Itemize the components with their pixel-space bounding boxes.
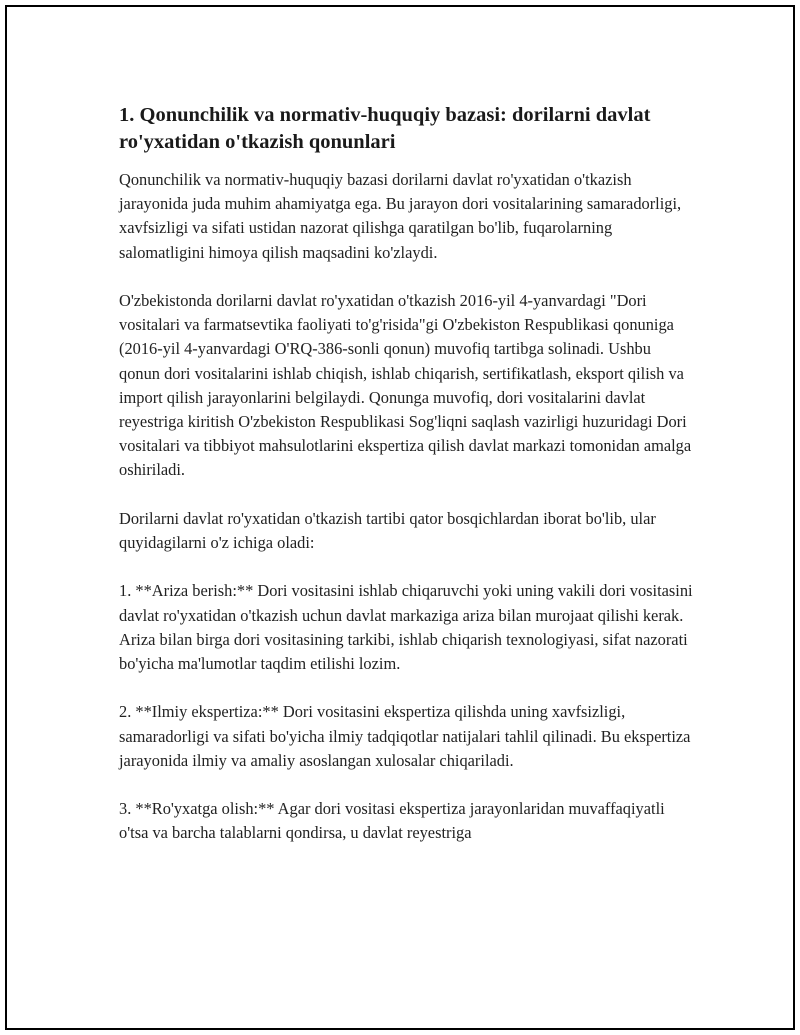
section-heading: 1. Qonunchilik va normativ-huquqiy bazasi: dorilarni davlat ro'yxatidan o'tkazish qonunlari bbox=[119, 104, 651, 153]
paragraph-intro: Qonunchilik va normativ-huquqiy bazasi dorilarni davlat ro'yxatidan o'tkazish jarayonida juda muhim ahamiyatga ega. Bu jarayon dori vositalarining samaradorligi, xavfsizligi va sifati ustidan nazorat qilishga qaratilgan bo'lib, fuqarolarning salomatligini himoya qilish maqsadini ko'zlaydi. bbox=[119, 170, 682, 262]
page-frame bbox=[5, 5, 795, 1030]
list-item-application: 1. **Ariza berish:** Dori vositasini ishlab chiqaruvchi yoki uning vakili dori vositasini davlat ro'yxatidan o'tkazish uchun davlat markaziga ariza bilan murojaat qilishi kerak. Ariza bilan birga dori vositasining tarkibi, ishlab chiqarish texnologiyasi, sifat nazorati bo'yicha ma'lumotlar taqdim etilishi lozim. bbox=[119, 581, 693, 674]
document-body bbox=[119, 102, 694, 870]
paragraph-stages-intro: Dorilarni davlat ro'yxatidan o'tkazish tartibi qator bosqichlardan iborat bo'lib, ular quyidagilarni o'z ichiga oladi: bbox=[119, 508, 656, 553]
list-item-registration: 3. **Ro'yxatga olish:** Agar dori vositasi ekspertiza jarayonlaridan muvaffaqiyatli o'tsa va barcha talablarni qondirsa, u davlat reyestriga bbox=[119, 799, 665, 843]
paragraph-law: O'zbekistonda dorilarni davlat ro'yxatidan o'tkazish 2016-yil 4-yanvardagi "Dori vositalari va farmatsevtika faoliyati to'g'risida"gi O'zbekiston Respublikasi qonuniga (2016-yil 4-yanvardagi O'RQ-386-sonli qonun) muvofiq tartibga solinadi. Ushbu qonun dori vositalarini ishlab chiqish, ishlab chiqarish, sertifikatlash, eksport qilish va import qilish jarayonlarini belgilaydi. Qonunga muvofiq, dori vositalarini davlat reyestriga kiritish O'zbekiston Respublikasi Sog'liqni saqlash vazirligi huzuridagi Dori vositalari va tibbiyot mahsulotlarini ekspertiza qilish davlat markazi tomonidan amalga oshiriladi. bbox=[119, 291, 692, 480]
list-item-expertise: 2. **Ilmiy ekspertiza:** Dori vositasini ekspertiza qilishda uning xavfsizligi, samaradorligi va sifati bo'yicha ilmiy tadqiqotlar natijalari tahlil qilinadi. Bu ekspertiza jarayonida ilmiy va amaliy asoslangan xulosalar chiqariladi. bbox=[119, 702, 691, 770]
